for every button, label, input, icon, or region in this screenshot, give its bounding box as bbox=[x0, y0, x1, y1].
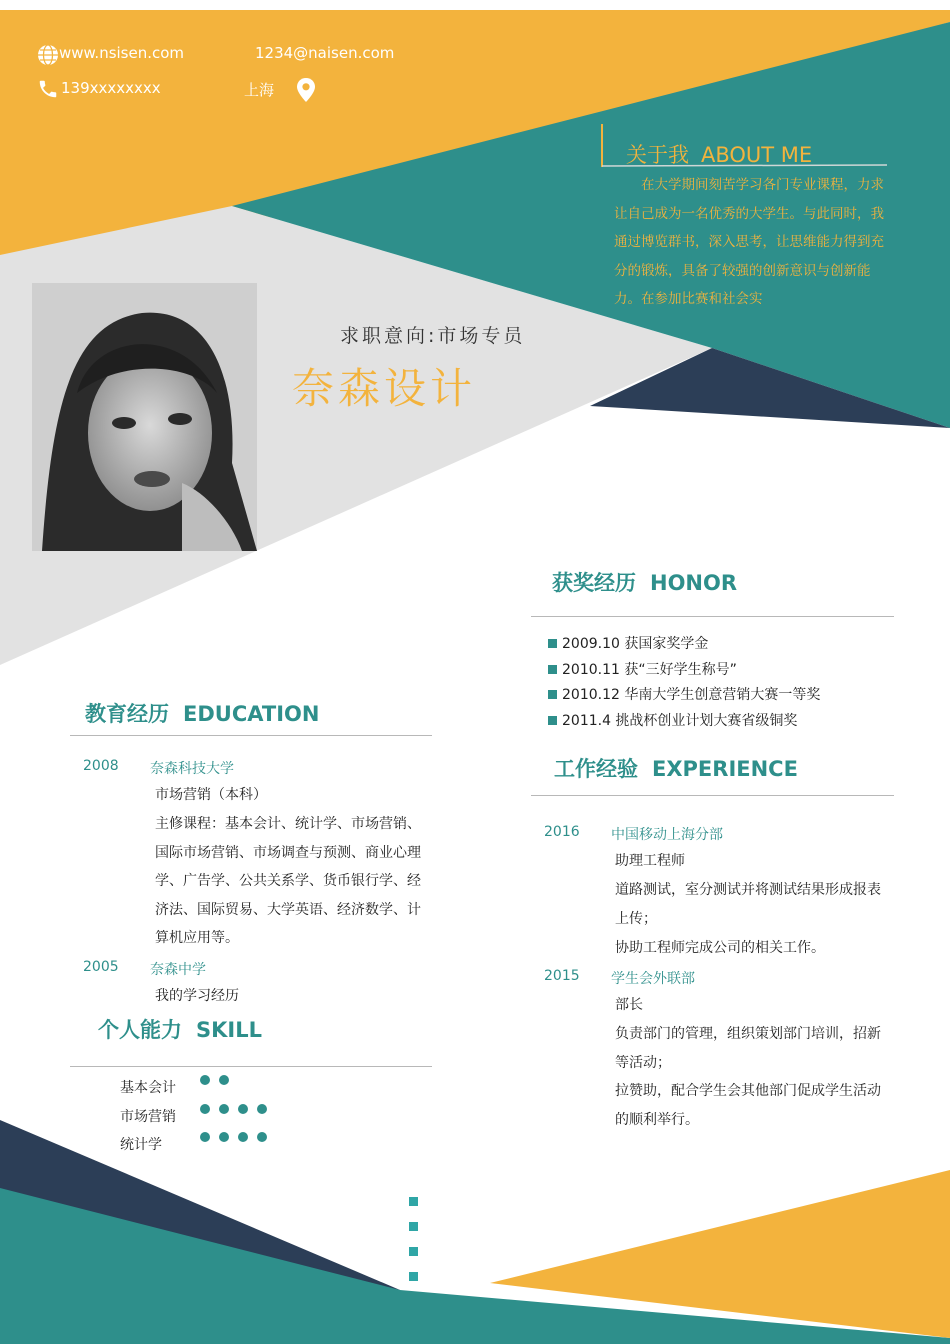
skill-dot-icon bbox=[200, 1132, 210, 1142]
skill-rating-dots bbox=[200, 1066, 276, 1152]
list-item: 2009.10 获国家奖学金 bbox=[548, 632, 820, 658]
honor-title bbox=[552, 567, 737, 597]
square-bullet-icon bbox=[548, 665, 557, 674]
experience-title bbox=[554, 753, 798, 783]
education-year: 2005 bbox=[83, 959, 119, 975]
contact-email[interactable]: 1234@naisen.com bbox=[255, 44, 395, 62]
skill-dot-icon bbox=[257, 1104, 267, 1114]
experience-rule bbox=[531, 795, 894, 796]
skill-level-row bbox=[200, 1123, 276, 1152]
contact-website[interactable]: www.nsisen.com bbox=[59, 44, 185, 62]
honor-list bbox=[548, 632, 820, 734]
avatar bbox=[32, 283, 257, 551]
education-title bbox=[85, 698, 319, 728]
decor-squares bbox=[409, 1197, 418, 1281]
experience-duty: 协助工程师完成公司的相关工作。 bbox=[615, 940, 825, 956]
skill-dot-icon bbox=[200, 1075, 210, 1085]
education-major: 市场营销（本科） bbox=[155, 787, 267, 803]
experience-duty: 拉赞助，配合学生会其他部门促成学生活动的顺利举行。 bbox=[615, 1083, 881, 1128]
education-school: 奈森科技大学 bbox=[150, 761, 234, 777]
education-year: 2008 bbox=[83, 758, 119, 774]
skill-dot-icon bbox=[219, 1075, 229, 1085]
location-pin-icon bbox=[295, 77, 317, 103]
square-decor-icon bbox=[409, 1197, 418, 1206]
education-rule bbox=[70, 735, 432, 736]
list-item: 2010.11 获“三好学生称号” bbox=[548, 658, 820, 684]
education-major: 我的学习经历 bbox=[155, 988, 239, 1004]
experience-duty: 道路测试，室分测试并将测试结果形成报表上传； bbox=[615, 882, 881, 927]
square-bullet-icon bbox=[548, 639, 557, 648]
square-decor-icon bbox=[409, 1222, 418, 1231]
about-title-en: ABOUT ME bbox=[701, 143, 813, 167]
experience-year: 2015 bbox=[544, 968, 580, 984]
honor-title-en: HONOR bbox=[650, 571, 738, 595]
experience-year: 2016 bbox=[544, 824, 580, 840]
experience-role: 助理工程师 bbox=[615, 853, 685, 869]
skill-label: 统计学 bbox=[120, 1137, 162, 1154]
phone-icon bbox=[37, 78, 59, 100]
list-item: 2010.12 华南大学生创意营销大赛一等奖 bbox=[548, 683, 820, 709]
contact-phone[interactable]: 139xxxxxxxx bbox=[61, 79, 161, 97]
about-title bbox=[626, 139, 812, 169]
list-item: 2011.4 挑战杯创业计划大赛省级铜奖 bbox=[548, 709, 820, 735]
square-decor-icon bbox=[409, 1247, 418, 1256]
education-school: 奈森中学 bbox=[150, 962, 206, 978]
square-bullet-icon bbox=[548, 716, 557, 725]
skill-labels bbox=[120, 1074, 176, 1160]
skill-title-en: SKILL bbox=[196, 1018, 262, 1042]
contact-location: 上海 bbox=[244, 81, 275, 99]
about-title-cn: 关于我 bbox=[626, 143, 689, 167]
skill-level-row bbox=[200, 1095, 276, 1124]
experience-title-cn: 工作经验 bbox=[554, 757, 638, 781]
skill-dot-icon bbox=[257, 1132, 267, 1142]
experience-duty: 负责部门的管理，组织策划部门培训，招新等活动； bbox=[615, 1026, 881, 1071]
candidate-name: 奈森设计 bbox=[292, 364, 477, 413]
skill-dot-icon bbox=[219, 1132, 229, 1142]
skill-title-cn: 个人能力 bbox=[98, 1018, 182, 1042]
skill-dot-icon bbox=[238, 1132, 248, 1142]
honor-title-cn: 获奖经历 bbox=[552, 571, 636, 595]
skill-dot-icon bbox=[200, 1104, 210, 1114]
square-bullet-icon bbox=[548, 690, 557, 699]
experience-org: 中国移动上海分部 bbox=[611, 827, 723, 843]
experience-org: 学生会外联部 bbox=[611, 971, 695, 987]
skill-dot-icon bbox=[238, 1104, 248, 1114]
education-title-en: EDUCATION bbox=[183, 702, 320, 726]
education-title-cn: 教育经历 bbox=[85, 702, 169, 726]
about-text: 在大学期间刻苦学习各门专业课程，力求让自己成为一名优秀的大学生。与此同时，我通过博览群书，深入思考，让思维能力得到充分的锻炼，具备了较强的创新意识与创新能力。在参加比赛和社会实 bbox=[614, 177, 884, 308]
education-detail: 主修课程：基本会计、统计学、市场营销、国际市场营销、市场调查与预测、商业心理学、广告学、公共关系学、货币银行学、经济法、国际贸易、大学英语、经济数学、计算机应用等。 bbox=[155, 816, 421, 947]
square-decor-icon bbox=[409, 1272, 418, 1281]
experience-title-en: EXPERIENCE bbox=[652, 757, 798, 781]
experience-role: 部长 bbox=[615, 997, 643, 1013]
job-objective: 求职意向:市场专员 bbox=[340, 325, 526, 347]
skill-title bbox=[98, 1014, 262, 1044]
skill-level-row bbox=[200, 1066, 276, 1095]
skill-dot-icon bbox=[219, 1104, 229, 1114]
skill-label: 基本会计 bbox=[120, 1080, 176, 1096]
honor-rule bbox=[531, 616, 894, 617]
skill-label: 市场营销 bbox=[120, 1108, 176, 1125]
globe-icon bbox=[37, 44, 59, 66]
